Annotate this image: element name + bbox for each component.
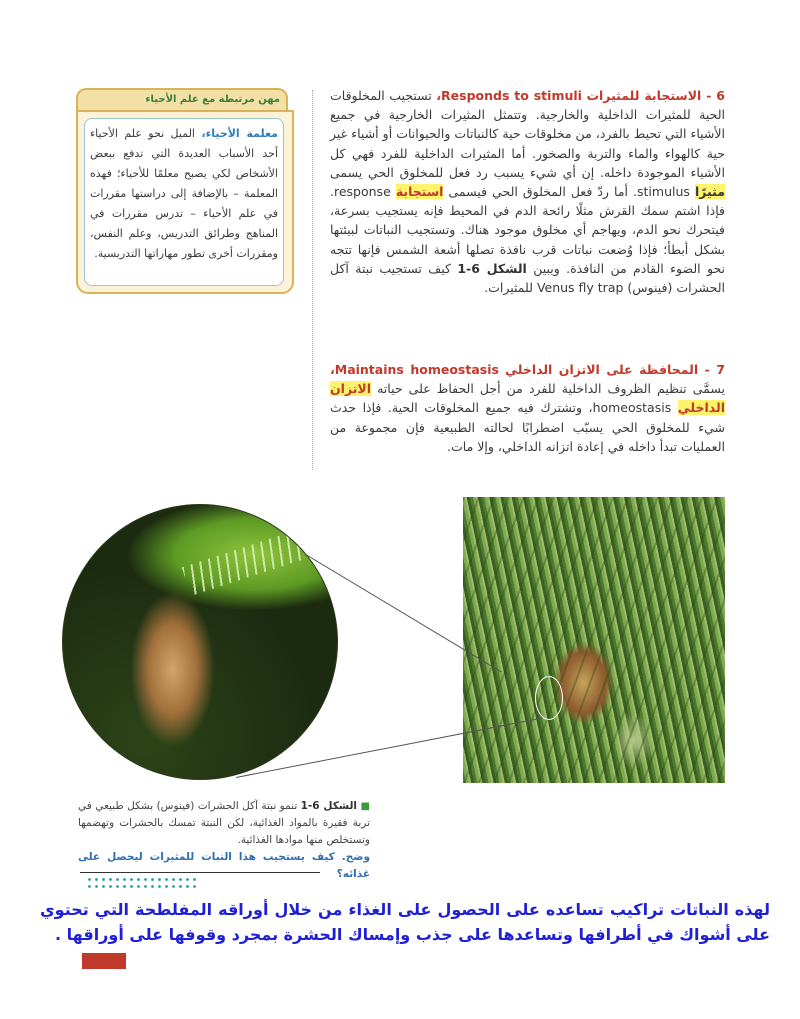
section-6-text-2: stimulus. أما ردّ فعل المخلوق الحي فيسمى <box>443 184 695 200</box>
section-6-title-en: Responds to stimuli، <box>436 88 582 103</box>
section-7-title-en: Maintains homeostasis، <box>330 362 499 377</box>
figure-reference: الشكل 6-1 <box>457 260 527 276</box>
caption-marker-icon: ■ <box>360 801 370 812</box>
column-divider <box>312 90 313 470</box>
section-6-text-3: response. فإذا اشتم سمك القرش مثلًا رائحة الدم في المحيط فإنه يستجيب بسرعة، فيتحرك نحو الدم، ويهاجم أي مخلوق موجود هناك. وتستجيب النباتات لبيئتها بشكل أبطأ؛ فإذا وُضعت نباتات قرب نافذة تصلها أشعة الشمس فإنها تتجه نحو الضوء القادم من النافذة. ويبين <box>330 184 725 276</box>
section-7-title: 7 - المحافظة على الاتزان الداخلي <box>505 362 725 377</box>
caption-question: وضح. كيف يستجيب هذا النبات للمثيرات ليحصل على غذائه؟ <box>78 851 370 880</box>
term-response: استجابة <box>395 184 444 200</box>
caption-text: تنمو نبتة آكل الحشرات (فينوس) بشكل طبيعي في تربة فقيرة بالمواد الغذائية، لكن النبتة تمسك بالحشرات وتهضمها وتستخلص منها موادها الغذائية. <box>78 800 370 846</box>
sidebar-heading: معلمة الأحياء، <box>201 127 278 140</box>
section-7-text-2: homeostasis، وتشترك فيه جميع المخلوقات الحية. فإذا حدث شيء للمخلوق الحي يسبّب اضطرابًا لحالته الطبيعية فإن مجموعة من العمليات تبدأ داخله في إعادة اتزانه الداخلي، وإلا مات. <box>330 400 725 454</box>
sidebar-tab-title: مهن مرتبطة مع علم الأحياء <box>145 94 280 105</box>
figure-caption <box>78 798 370 883</box>
venus-flytrap-field-photo <box>463 497 725 783</box>
sidebar-text <box>90 124 278 264</box>
sidebar-body: الميل نحو علم الأحياء أحد الأسباب العديدة التي تدفع ببعض الأشخاص لكي يصبح معلمًا للأحياء؛ فهذه المعلمة – بالإضافة إلى دراستها مقررات في علم الأحياء – تدرس مقررات في المناهج وطرائق التدريس، وعلم النفس، ومقررات أخرى تطور مهاراتها التدريسية. <box>90 127 278 260</box>
caption-underline <box>80 872 320 873</box>
term-stimulus: مثيرًا <box>694 184 725 200</box>
section-6-text-1: تستجيب المخلوقات الحية للمثيرات الداخلية والخارجية. وتتمثل المثيرات الخارجية في جميع الأشياء التي تحيط بالفرد، من مخلوقات حية كالنباتات والحيوانات أو أشياء غير حية كالهواء والماء والتربة والصخور. أما المثيرات الداخلية للفرد فهي كل الأشياء الموجودة داخله. إن أي شيء يسبب رد فعل للمخلوق الحي يسمى <box>330 88 725 180</box>
section-6-title: 6 - الاستجابة للمثيرات <box>586 88 725 103</box>
section-7-paragraph <box>330 360 725 456</box>
term-homeostasis: الاتزان الداخلي <box>330 381 725 416</box>
zoom-marker-circle <box>535 676 563 720</box>
section-6-paragraph <box>330 86 725 297</box>
caption-figure-label: الشكل 6-1 <box>300 800 358 812</box>
page-number-tab <box>82 953 126 969</box>
decorative-dots <box>86 876 196 890</box>
venus-flytrap-closeup-photo <box>63 505 337 779</box>
section-6-text-4: كيف تستجيب نبتة آكل الحشرات (فينوس) Venus fly trap للمثيرات. <box>330 260 725 296</box>
section-7-text-1: يسمَّى تنظيم الظروف الداخلية للفرد من أجل الحفاظ على حياته <box>371 381 725 397</box>
answer-annotation: لهذه النباتات تراكيب تساعده على الحصول على الغذاء من خلال أوراقه المفلطحة التي تحتوي على أشواك في أطرافها وتساعدها على جذب وإمساك الحشرة بمجرد وقوفها على أوراقها . <box>40 900 770 944</box>
